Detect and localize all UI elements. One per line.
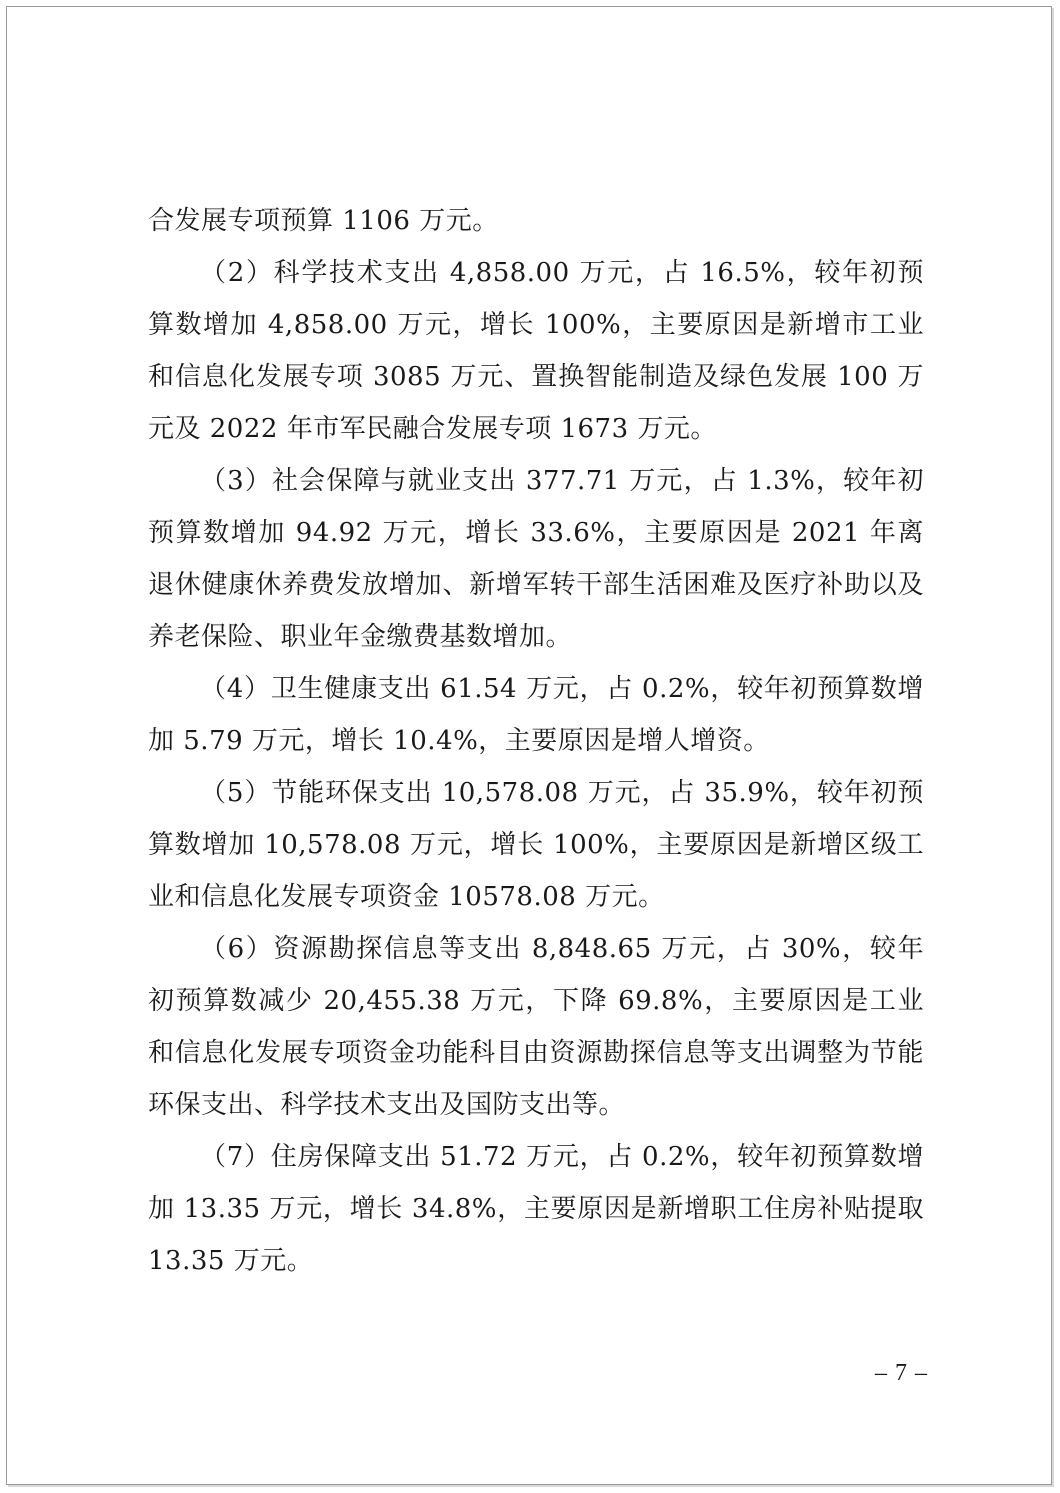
paragraph-health: （4）卫生健康支出 61.54 万元，占 0.2%，较年初预算数增加 5.79 万元，增长 10.4%，主要原因是增人增资。: [148, 674, 924, 756]
paragraph-science-technology: （2）科学技术支出 4,858.00 万元，占 16.5%，较年初预算数增加 4,858.00 万元，增长 100%，主要原因是新增市工业和信息化发展专项 3085 万元、置换智能制造及绿色发展 100 万元及 2022 年市军民融合发展专项 1673 万元。: [148, 258, 924, 444]
page-number: – 7 –: [875, 1360, 928, 1386]
paragraph-continuation: 合发展专项预算 1106 万元。: [148, 206, 499, 236]
paragraph-resource-exploration: （6）资源勘探信息等支出 8,848.65 万元，占 30%，较年初预算数减少 20,455.38 万元，下降 69.8%，主要原因是工业和信息化发展专项资金功能科目由资源勘探信息等支出调整为节能环保支出、科学技术支出及国防支出等。: [148, 934, 924, 1120]
document-body: [148, 195, 924, 1287]
paragraph-housing: （7）住房保障支出 51.72 万元，占 0.2%，较年初预算数增加 13.35 万元，增长 34.8%，主要原因是新增职工住房补贴提取 13.35 万元。: [148, 1142, 924, 1276]
paragraph-social-security: （3）社会保障与就业支出 377.71 万元，占 1.3%，较年初预算数增加 94.92 万元，增长 33.6%，主要原因是 2021 年离退休健康休养费发放增加、新增军转干部生活困难及医疗补助以及养老保险、职业年金缴费基数增加。: [148, 466, 924, 652]
paragraph-energy-environment: （5）节能环保支出 10,578.08 万元，占 35.9%，较年初预算数增加 10,578.08 万元，增长 100%，主要原因是新增区级工业和信息化发展专项资金 10578.08 万元。: [148, 778, 924, 912]
